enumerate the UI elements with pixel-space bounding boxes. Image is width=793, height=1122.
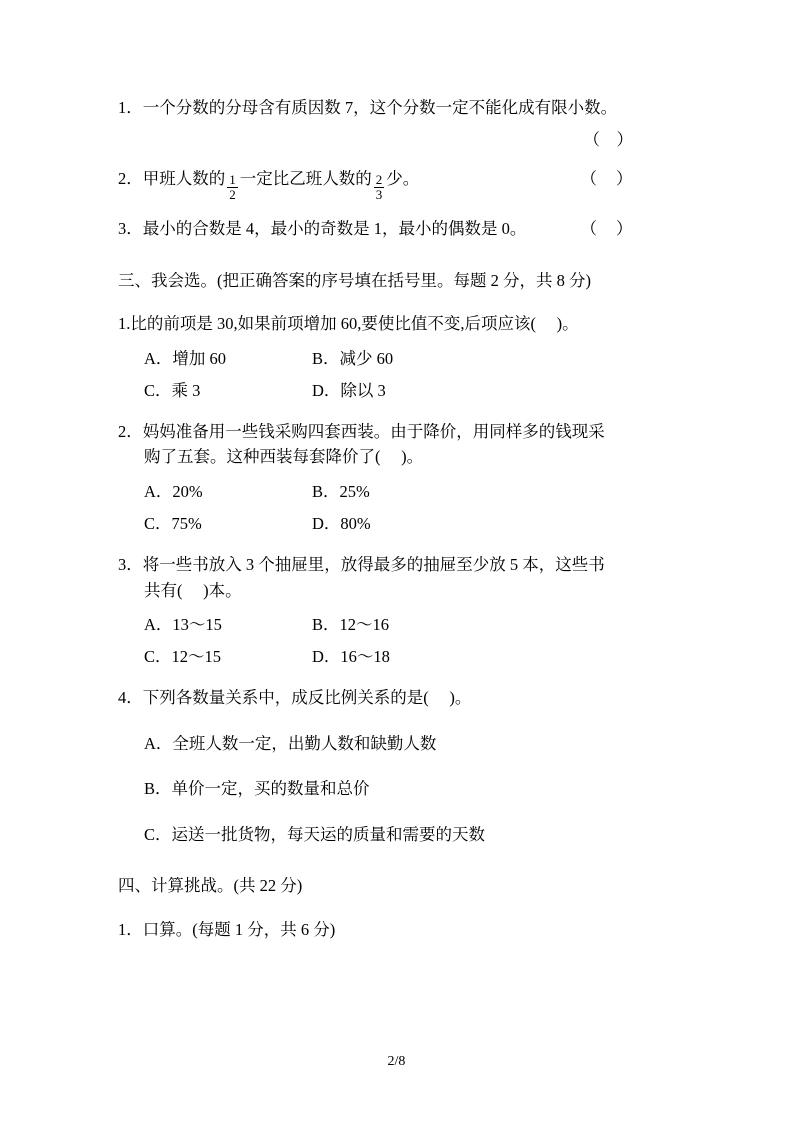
choice-question-3-stem-line-1: 3．将一些书放入 3 个抽屉里，放得最多的抽屉至少放 5 本，这些书 [118, 555, 605, 574]
choice-question-3-option-d[interactable]: D．16～18 [312, 647, 390, 667]
choice-question-4-option-b[interactable]: B．单价一定，买的数量和总价 [144, 779, 370, 799]
judge-item-2-text: 2． 甲班人数的 $\frac{1}{2}$ 一定比乙班人数的 $\frac{2}{3}$ 少。 [118, 166, 569, 202]
choice-question-1 [118, 311, 675, 401]
choice-question-2-option-d[interactable]: D．80% [312, 514, 371, 533]
choice-question-3-option-b[interactable]: B．12～16 [312, 615, 390, 635]
judge-item-2-answer-box[interactable]: （ ） [580, 169, 633, 189]
choice-question-4-option-c[interactable]: C．运送一批货物，每天运的质量和需要的天数 [144, 824, 486, 844]
judge-item-2 [118, 166, 675, 202]
choice-question-2-stem-line-1: 2．妈妈准备用一些钱采购四套西装。由于降价，用同样多的钱现采 [118, 421, 605, 441]
judge-item-1-answer-box[interactable]: （ ） [583, 129, 633, 149]
judge-item-3 [118, 216, 675, 242]
choice-question-1-option-b[interactable]: B．减少 60 [312, 348, 394, 368]
choice-question-1-option-d[interactable]: D．除以 3 [312, 380, 386, 400]
choice-question-3-stem-line-2: 共有( )本。 [144, 580, 242, 600]
calc-section-heading: 四、计算挑战。(共 22 分) [118, 876, 303, 896]
choice-question-2-option-a[interactable]: A．20% [144, 482, 203, 501]
choice-question-2 [118, 419, 675, 534]
choice-question-3-options-row-1 [118, 611, 675, 635]
judge-item-3-text: 3． 最小的合数是 4，最小的奇数是 1，最小的偶数是 0。 [118, 216, 569, 242]
choice-question-3-option-c[interactable]: C．12～15 [144, 647, 222, 667]
choice-question-1-options-row-1 [118, 345, 675, 369]
page-number: 2/8 [387, 1054, 406, 1069]
choice-question-3-options-row-2 [118, 643, 675, 667]
choice-question-2-option-b[interactable]: B．25% [312, 482, 370, 501]
choice-question-2-options-row-2 [118, 510, 675, 534]
judge-item-3-answer-box[interactable]: （ ） [580, 219, 633, 239]
judge-item-3-number: 3． [118, 219, 143, 239]
choice-section-heading: 三、我会选。(把正确答案的序号填在括号里。每题 2 分，共 8 分) [118, 270, 591, 290]
judge-item-2-number: 2． [118, 169, 143, 189]
choice-question-3 [118, 552, 675, 667]
choice-question-4-stem: 4．下列各数量关系中，成反比例关系的是( )。 [118, 688, 472, 708]
choice-question-2-options-row-1 [118, 478, 675, 502]
judge-item-1 [118, 95, 675, 152]
choice-question-1-stem: 1.比的前项是 30,如果前项增加 60,要使比值不变,后项应该( )。 [118, 314, 579, 334]
choice-question-2-stem-line-2: 购了五套。这种西装每套降价了( )。 [144, 447, 424, 467]
calc-section-sub-1: 1．口算。(每题 1 分，共 6 分) [118, 919, 336, 939]
choice-question-4 [118, 685, 675, 847]
choice-question-1-options-row-2 [118, 377, 675, 401]
judge-item-1-text: 1．一个分数的分母含有质因数 7，这个分数一定不能化成有限小数。 [118, 98, 618, 117]
fraction-one-half: $\frac{1}{2}$ [229, 172, 236, 203]
choice-question-1-option-a[interactable]: A．增加 60 [144, 348, 227, 368]
choice-question-4-option-a[interactable]: A．全班人数一定，出勤人数和缺勤人数 [144, 733, 437, 753]
judge-item-1-number: 1． [118, 98, 143, 117]
choice-question-3-option-a[interactable]: A．13～15 [144, 615, 222, 635]
choice-question-1-option-c[interactable]: C．乘 3 [144, 380, 201, 400]
choice-question-2-option-c[interactable]: C．75% [144, 514, 202, 533]
fraction-two-thirds: $\frac{2}{3}$ [375, 172, 383, 203]
